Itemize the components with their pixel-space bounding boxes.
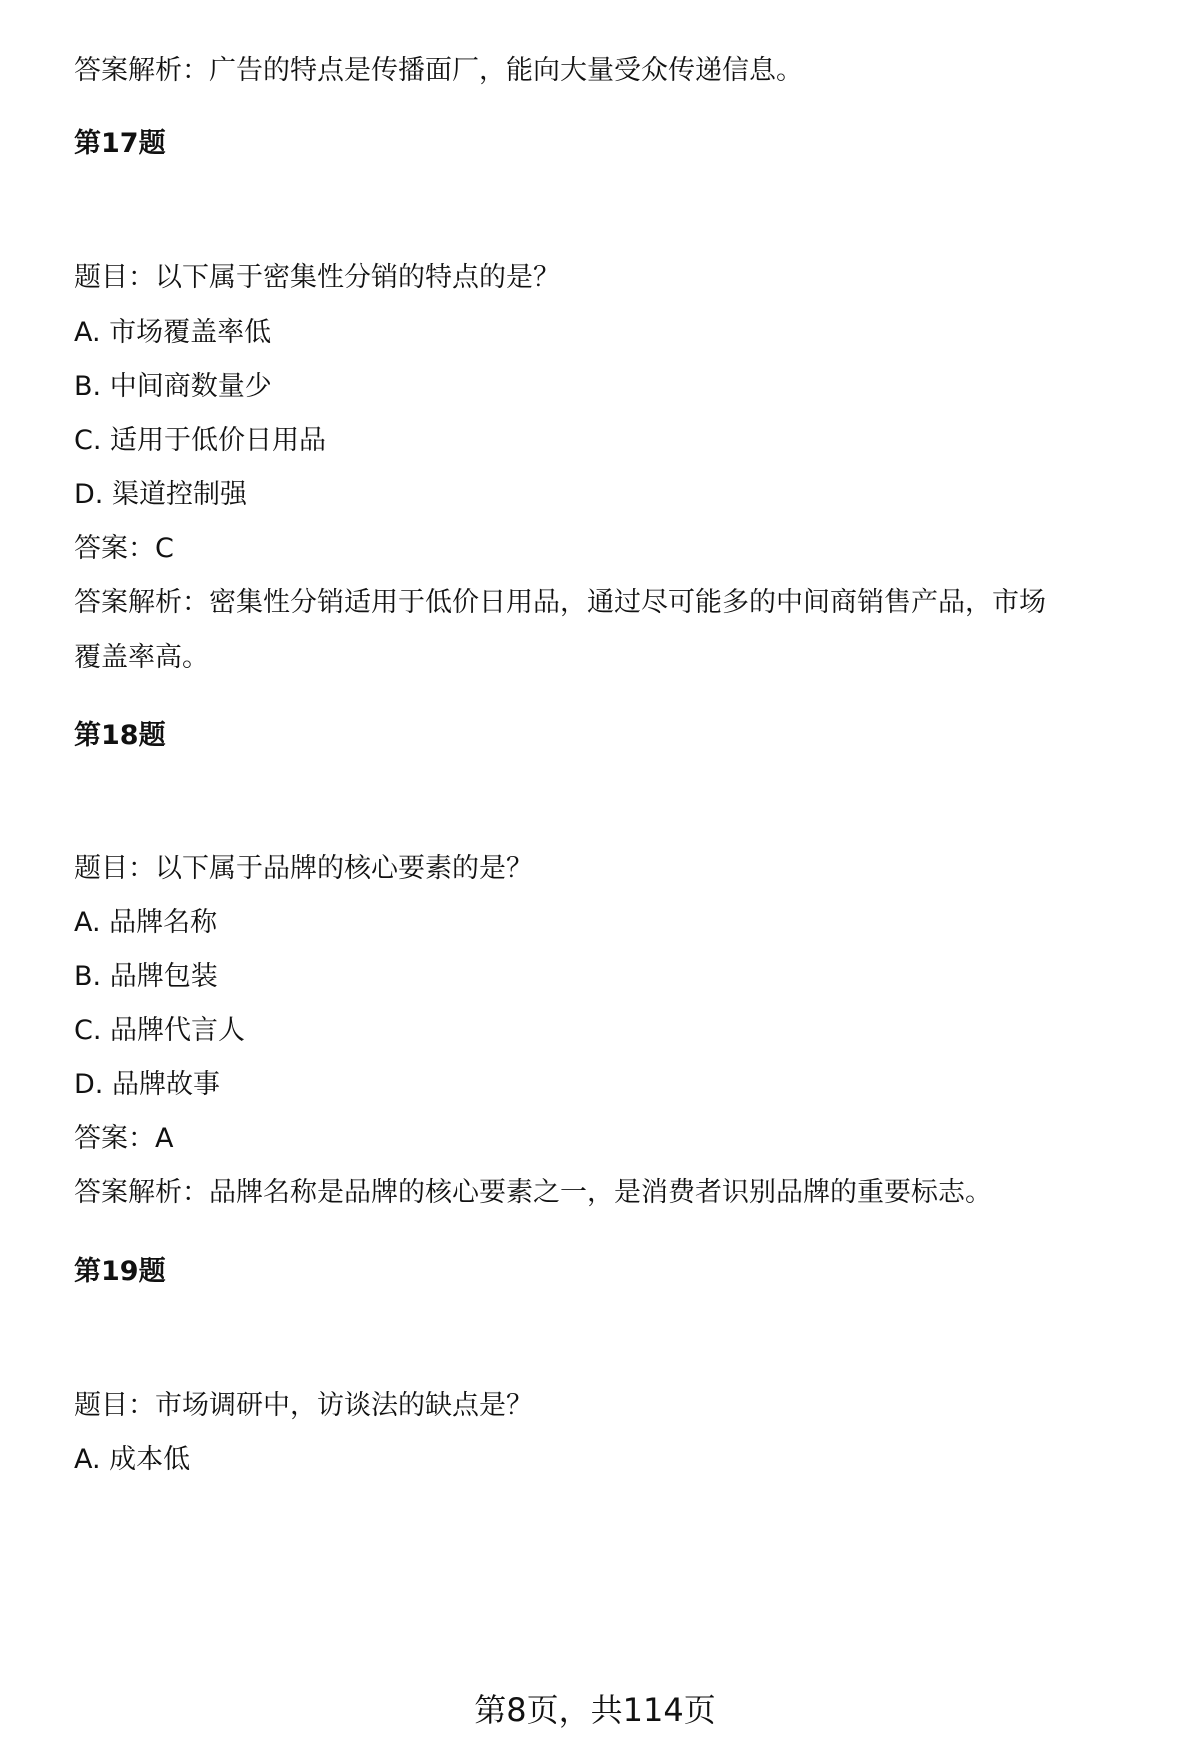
answer-text: 答案：A [74, 1123, 174, 1154]
answer-text: 答案：C [74, 533, 174, 564]
explanation-text: 答案解析：广告的特点是传播面厂，能向大量受众传递信息。 [74, 55, 803, 86]
option-a: A. 品牌名称 [74, 907, 218, 938]
explanation-text-continued: 覆盖率高。 [74, 642, 209, 673]
option-c: C. 适用于低价日用品 [74, 425, 327, 456]
question-text: 题目：以下属于密集性分销的特点的是？ [74, 262, 560, 293]
question-text: 题目：以下属于品牌的核心要素的是？ [74, 853, 533, 884]
question-text: 题目：市场调研中，访谈法的缺点是？ [74, 1390, 533, 1421]
option-a: A. 成本低 [74, 1444, 191, 1475]
option-b: B. 中间商数量少 [74, 371, 272, 402]
question-heading: 第18题 [74, 720, 166, 751]
option-a: A. 市场覆盖率低 [74, 317, 272, 348]
option-d: D. 品牌故事 [74, 1069, 220, 1100]
explanation-text: 答案解析：密集性分销适用于低价日用品，通过尽可能多的中间商销售产品，市场 [74, 587, 1046, 618]
option-c: C. 品牌代言人 [74, 1015, 246, 1046]
question-heading: 第19题 [74, 1256, 166, 1287]
question-heading: 第17题 [74, 128, 166, 159]
option-b: B. 品牌包装 [74, 961, 218, 992]
option-d: D. 渠道控制强 [74, 479, 247, 510]
page-number: 第8页，共114页 [474, 1691, 716, 1729]
explanation-text: 答案解析：品牌名称是品牌的核心要素之一，是消费者识别品牌的重要标志。 [74, 1177, 992, 1208]
